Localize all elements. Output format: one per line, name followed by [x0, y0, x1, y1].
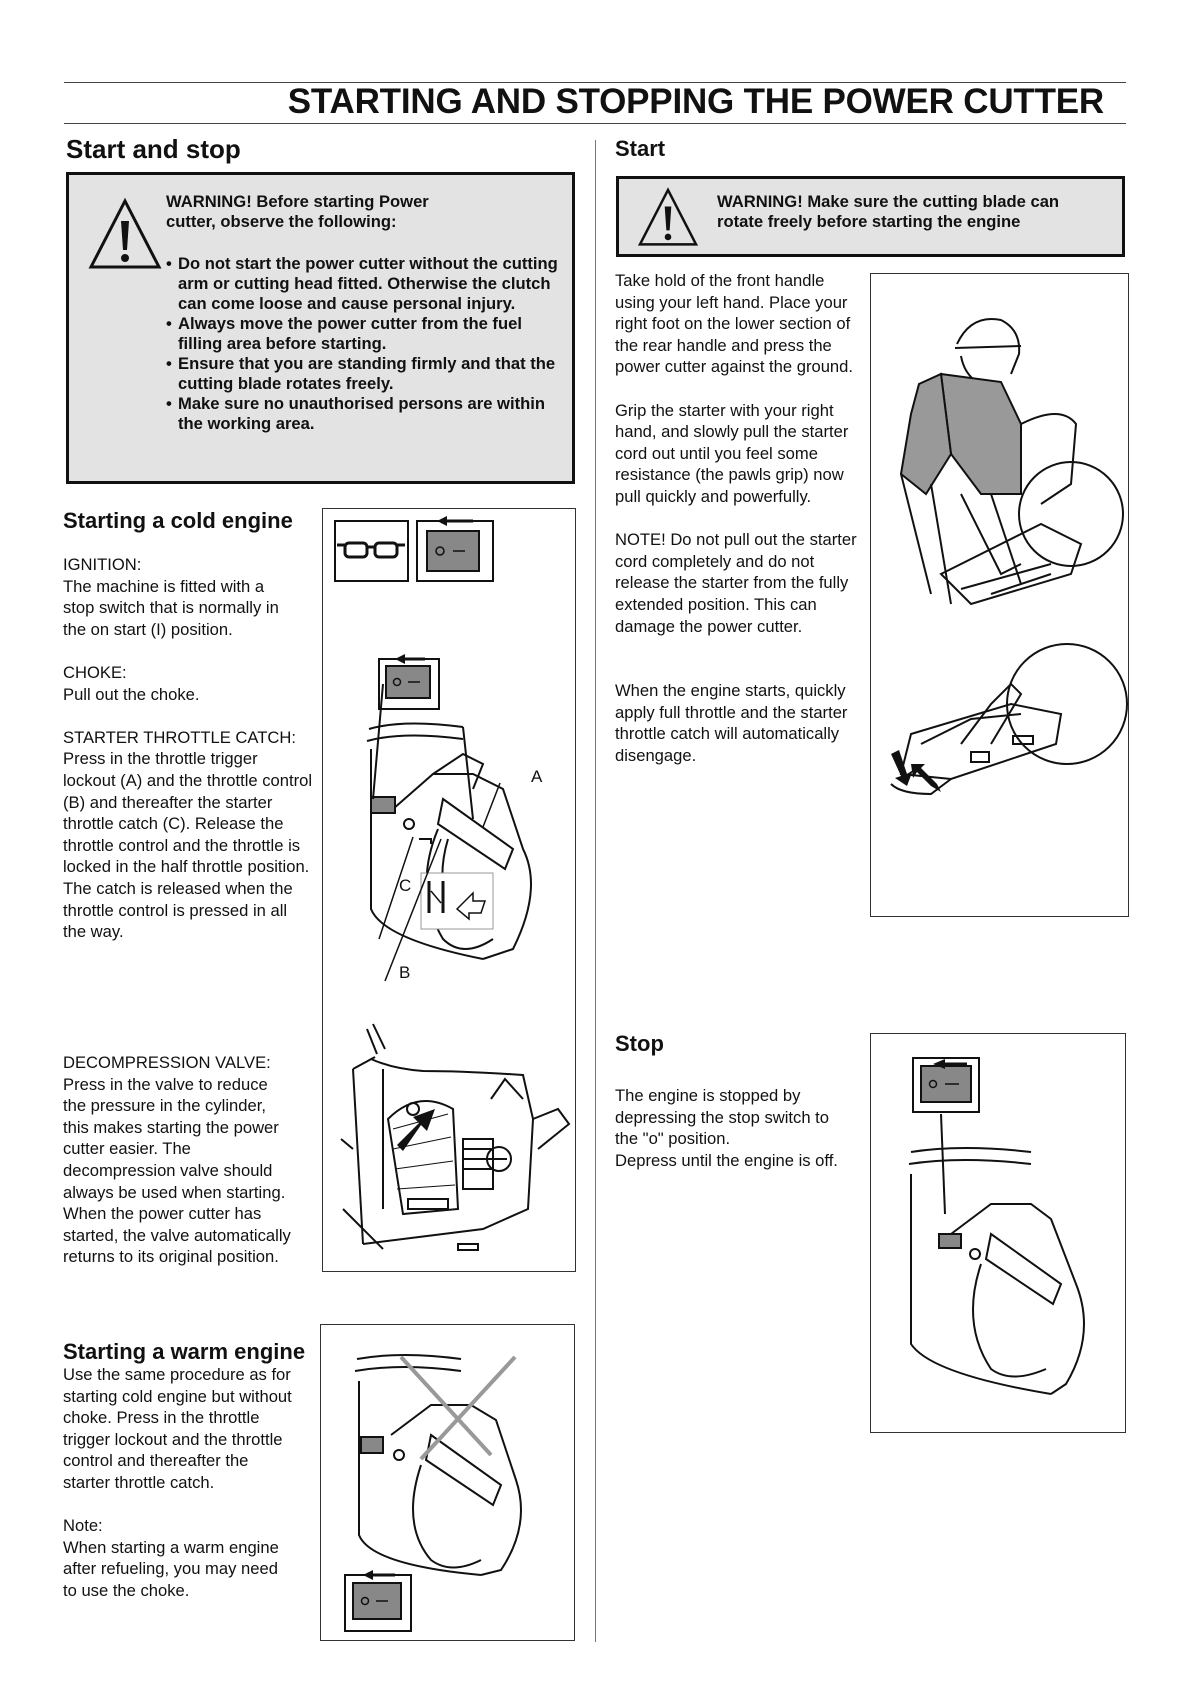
warning-triangle-icon [85, 195, 165, 275]
column-divider [595, 140, 596, 1642]
label-c: C [399, 876, 412, 895]
warning-triangle-icon [635, 185, 701, 251]
stop-text [615, 1085, 865, 1171]
throttle-lock-icon [421, 873, 493, 929]
safety-glasses-icon [335, 521, 408, 581]
stop-p2: Depress until the engine is off. [615, 1150, 838, 1170]
warning-box-before-starting [66, 172, 575, 484]
ignition-text: The machine is fitted with a stop switch that is normally in the on start (I) position. [63, 576, 279, 639]
warning-intro: WARNING! Before starting Power cutter, observe the following: [166, 192, 429, 231]
catch-text: Press in the throttle trigger lockout (A) and the throttle control (B) and thereafter the starter throttle catch (C). Release the throttle control and the throttle is locked in the half throttle position. The catch is released when the throttle control is pressed in all the way. [63, 749, 313, 942]
choke-switch-icon [345, 1570, 411, 1631]
section-heading-start-and-stop: Start and stop [66, 134, 241, 164]
decompression-valve-drawing [341, 1024, 569, 1250]
warning-item: • Ensure that you are standing firmly and that the cutting blade rotates freely. [166, 354, 556, 393]
catch-title: STARTER THROTTLE CATCH: [63, 727, 296, 747]
warm-note-title: Note: [63, 1516, 103, 1536]
ignition-title: IGNITION: [63, 555, 142, 574]
start-text [615, 270, 863, 767]
choke-switch-icon [379, 654, 439, 709]
operator-drawing [901, 319, 1123, 604]
label-b: B [399, 963, 411, 982]
warning-item: • Make sure no unauthorised persons are within the working area. [166, 394, 545, 433]
choke-title: CHOKE: [63, 662, 127, 682]
figure-cold-engine [322, 508, 576, 1272]
decompression-text [63, 1052, 295, 1268]
decomp-title: DECOMPRESSION VALVE: [63, 1053, 271, 1072]
stop-p1: The engine is stopped by depressing the stop switch to the "o" position. [615, 1086, 829, 1149]
warm-engine-text [63, 1364, 295, 1602]
stop-switch-icon [417, 516, 493, 581]
decomp-text: Press in the valve to reduce the pressure in the cylinder, this makes starting the power cutter easier. The decompression valve should always be used when starting. When the power cutter has started, the valve automatically returns to its original position. [63, 1074, 291, 1267]
warning-box-blade [616, 176, 1125, 257]
start-p3: NOTE! Do not pull out the starter cord completely and do not release the starter from the fully extended position. This can damage the power cutter. [615, 530, 857, 636]
heading-start: Start [615, 136, 666, 161]
heading-starting-cold-engine: Starting a cold engine [63, 508, 293, 533]
figure-stop [870, 1033, 1126, 1433]
figure-warm-engine [320, 1324, 575, 1641]
throttle-handle-drawing [909, 1114, 1084, 1394]
pull-arrow-icon [891, 750, 941, 792]
not-allowed-cross-icon [401, 1357, 515, 1459]
label-a: A [531, 767, 543, 786]
choke-text: Pull out the choke. [63, 684, 200, 704]
warning-blade-text: WARNING! Make sure the cutting blade can rotate freely before starting the engine [717, 192, 1060, 231]
warning-text [166, 192, 566, 434]
page-title: STARTING AND STOPPING THE POWER CUTTER [287, 82, 1104, 121]
heading-starting-warm-engine: Starting a warm engine [63, 1339, 306, 1364]
stop-switch-icon [913, 1058, 979, 1112]
start-p1: Take hold of the front handle using your left hand. Place your right foot on the lower section of the rear handle and press the power cutter against the ground. [615, 271, 853, 377]
heading-stop: Stop [615, 1031, 664, 1056]
cold-engine-text [63, 554, 325, 943]
start-p2: Grip the starter with your right hand, and slowly pull the starter cord out until you feel some resistance (the pawls grip) now pull quickly and powerfully. [615, 400, 849, 506]
warning-item: • Always move the power cutter from the fuel filling area before starting. [166, 314, 522, 353]
warm-text: Use the same procedure as for starting cold engine but without choke. Press in the throttle trigger lockout and the throttle control and thereafter the starter throttle catch. [63, 1365, 292, 1492]
warm-note-text: When starting a warm engine after refueling, you may need to use the choke. [63, 1537, 279, 1600]
figure-start [870, 273, 1129, 917]
cutter-start-drawing [891, 644, 1127, 794]
start-p4: When the engine starts, quickly apply full throttle and the starter throttle catch will automatically disengage. [615, 681, 848, 766]
throttle-handle-drawing [355, 1355, 521, 1575]
title-underline [64, 123, 1126, 124]
warning-item: • Do not start the power cutter without the cutting arm or cutting head fitted. Otherwise the clutch can come loose and cause personal injury. [166, 254, 558, 313]
